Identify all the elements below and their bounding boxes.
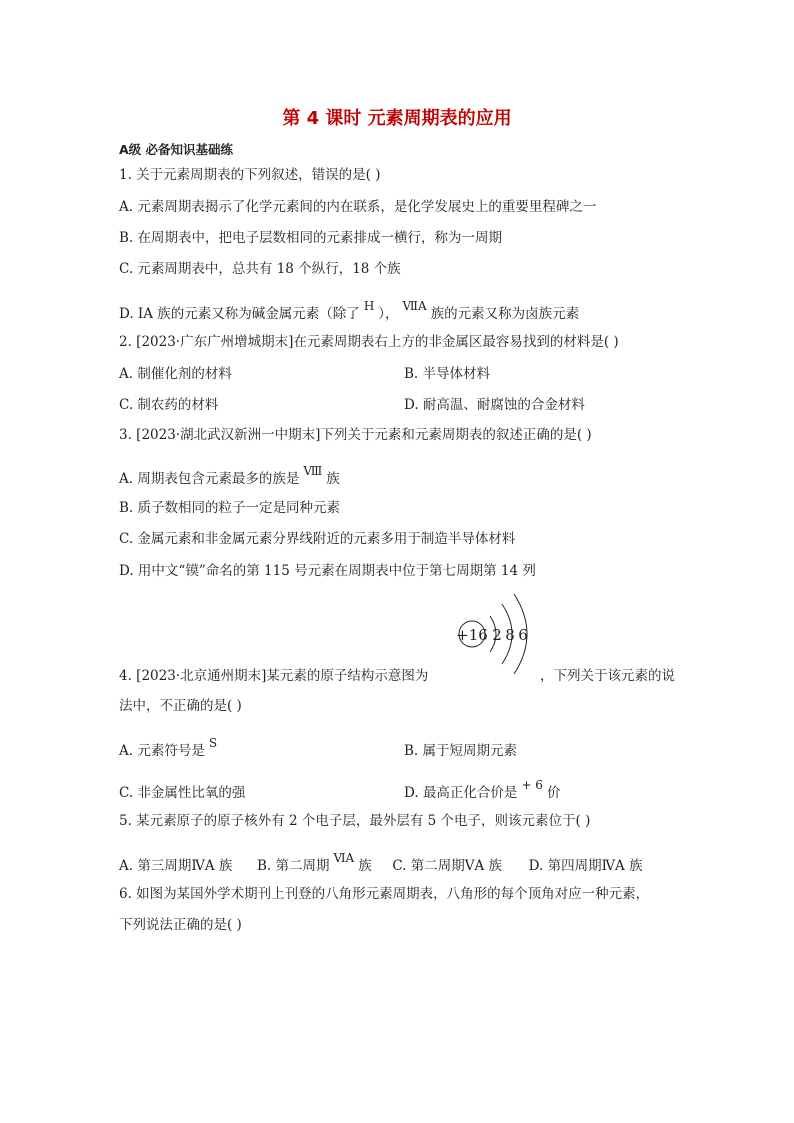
q4-option-d <box>404 778 561 802</box>
q1-d-pre: D. ⅠA 族的元素又称为碱金属元素（除了 <box>119 306 360 322</box>
q5-option-b-sup: ⅥA <box>333 851 355 865</box>
shell-electrons-2: 8 <box>505 626 515 644</box>
q5-option-d: D. 第四周期ⅣA 族 <box>528 858 643 874</box>
q5-option-b-post: 族 <box>358 858 372 874</box>
q6-stem-line2: 下列说法正确的是( ) <box>119 917 242 933</box>
q4-stem-pre: 4. [2023·北京通州期末]某元素的原子结构示意图为 <box>119 668 429 684</box>
q4-stem-line2: 法中，不正确的是( ) <box>119 698 242 714</box>
q5-option-a: A. 第三周期ⅣA 族 <box>119 858 233 874</box>
q1-option-b: B. 在周期表中，把电子层数相同的元素排成一横行，称为一周期 <box>119 230 503 246</box>
q3-a-pre: A. 周期表包含元素最多的族是 <box>119 471 300 487</box>
q2-option-d: D. 耐高温、耐腐蚀的合金材料 <box>404 397 585 413</box>
q4-option-c: C. 非金属性比氧的强 <box>119 785 246 801</box>
q4-option-b: B. 属于短周期元素 <box>404 743 518 759</box>
q5-option-b-pre: B. 第二周期 <box>256 858 330 874</box>
q3-a-post: 族 <box>326 471 340 487</box>
q1-option-d <box>119 299 580 323</box>
q1-d-sup-group: ⅦA <box>402 299 427 313</box>
q3-option-c: C. 金属元素和非金属元素分界线附近的元素多用于制造半导体材料 <box>119 531 516 547</box>
q4-option-a <box>119 736 221 760</box>
q2-option-c: C. 制农药的材料 <box>119 397 219 413</box>
section-heading: A级 必备知识基础练 <box>119 142 234 157</box>
q6-stem: 6. 如图为某国外学术期刊上刊登的八角形元素周期表，八角形的每个顶角对应一种元素， <box>119 886 650 902</box>
q3-a-sup: Ⅷ <box>303 464 323 478</box>
q1-d-post: 族的元素又称为卤族元素 <box>430 306 580 322</box>
page-title: 第 4 课时 元素周期表的应用 <box>282 108 512 129</box>
q1-d-mid: ）， <box>378 306 399 322</box>
q2-option-a: A. 制催化剂的材料 <box>119 366 232 382</box>
q3-option-b: B. 质子数相同的粒子一定是同种元素 <box>119 500 341 516</box>
q2-stem: 2. [2023·广东广州增城期末]在元素周期表右上方的非金属区最容易找到的材料是( ) <box>119 334 619 350</box>
q3-option-d: D. 用中文“镆”命名的第 115 号元素在周期表中位于第七周期第 14 列 <box>119 563 536 579</box>
q5-option-c: C. 第二周期ⅤA 族 <box>392 858 503 874</box>
shell-electrons-1: 2 <box>492 626 502 644</box>
shell-electrons-3: 6 <box>518 626 528 644</box>
q1-stem: 1. 关于元素周期表的下列叙述，错误的是( ) <box>119 167 381 183</box>
q4-a-pre: A. 元素符号是 <box>119 743 205 759</box>
q1-option-a: A. 元素周期表揭示了化学元素间的内在联系，是化学发展史上的重要里程碑之一 <box>119 199 597 215</box>
q1-d-sup-h: H <box>363 299 375 313</box>
q3-stem: 3. [2023·湖北武汉新洲一中期末]下列关于元素和元素周期表的叙述正确的是( ) <box>119 427 592 443</box>
q4-stem-post: ，下列关于该元素的说 <box>540 668 675 684</box>
nucleus-charge: +16 <box>456 626 488 644</box>
q1-option-c: C. 元素周期表中，总共有 18 个纵行，18 个族 <box>119 261 401 277</box>
q5-options-row <box>119 851 643 875</box>
q4-d-post: 价 <box>546 785 561 801</box>
q2-option-b: B. 半导体材料 <box>404 366 491 382</box>
q4-a-sup: S <box>208 736 218 750</box>
q4-d-sup: + 6 <box>521 778 543 792</box>
q5-stem: 5. 某元素原子的原子核外有 2 个电子层，最外层有 5 个电子，则该元素位于( ) <box>119 813 591 829</box>
q4-d-pre: D. 最高正化合价是 <box>404 785 518 801</box>
q3-option-a <box>119 464 340 488</box>
